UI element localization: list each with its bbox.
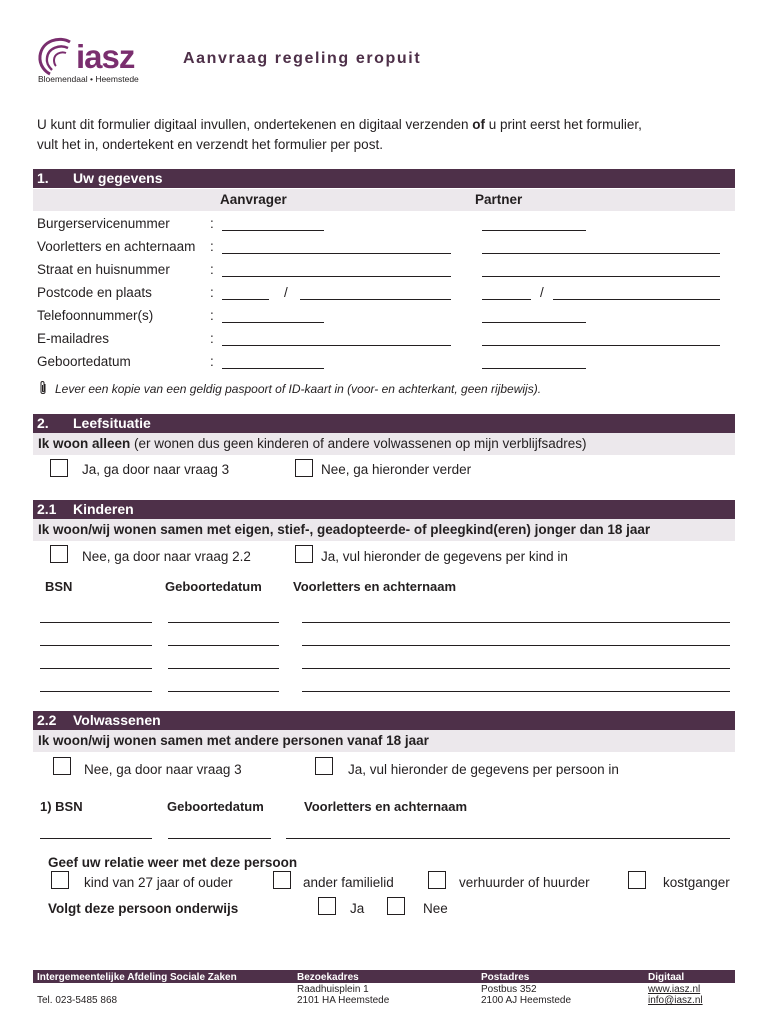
adult-dob-field[interactable]	[168, 838, 271, 839]
child-bsn-field[interactable]	[40, 645, 152, 646]
child-bsn-field[interactable]	[40, 691, 152, 692]
section22-question	[33, 730, 735, 752]
alone-yes-label: Ja, ga door naar vraag 3	[82, 462, 230, 477]
adult-bsn-field[interactable]	[40, 838, 152, 839]
children-col-bsn: BSN	[45, 579, 73, 594]
child-dob-field[interactable]	[168, 691, 279, 692]
partner-street-field[interactable]	[482, 276, 720, 277]
section1-number: 1.	[37, 170, 49, 186]
intro-line2: vult het in, ondertekent en verzendt het formulier per post.	[37, 137, 383, 152]
child-bsn-field[interactable]	[40, 622, 152, 623]
alone-yes-checkbox[interactable]	[50, 459, 68, 477]
field-bsn-label: Burgerservicenummer	[37, 216, 170, 231]
id-note: Lever een kopie van een geldig paspoort of ID-kaart in (voor- en achterkant, geen rijbewijs).	[55, 382, 542, 396]
field-postcode-label: Postcode en plaats	[37, 285, 152, 300]
col-applicant: Aanvrager	[220, 192, 287, 207]
child-name-field[interactable]	[302, 668, 730, 669]
colon: :	[210, 285, 214, 300]
field-phone-label: Telefoonnummer(s)	[37, 308, 154, 323]
logo-swoosh-icon	[36, 36, 80, 76]
relation-question: Geef uw relatie weer met deze persoon	[48, 855, 298, 870]
footer-post-box: Postbus 352	[481, 984, 537, 995]
applicant-email-field[interactable]	[222, 345, 451, 346]
adults-no-checkbox[interactable]	[53, 757, 71, 775]
rel-family-checkbox[interactable]	[273, 871, 291, 889]
applicant-phone-field[interactable]	[222, 322, 324, 323]
section21-header	[33, 500, 735, 519]
footer-tel: Tel. 023-5485 868	[37, 995, 118, 1006]
applicant-street-field[interactable]	[222, 276, 451, 277]
intro-part1: U kunt dit formulier digitaal invullen, ondertekenen en digitaal verzenden	[37, 117, 473, 132]
rel-landlord-label: verhuurder of huurder	[459, 875, 590, 890]
colon: :	[210, 239, 214, 254]
children-yes-label: Ja, vul hieronder de gegevens per kind in	[321, 549, 568, 564]
edu-yes-label: Ja	[350, 901, 365, 916]
intro-text	[37, 115, 737, 155]
colon: :	[210, 354, 214, 369]
applicant-bsn-field[interactable]	[222, 230, 324, 231]
child-name-field[interactable]	[302, 691, 730, 692]
logo-tagline: Bloemendaal • Heemstede	[38, 74, 139, 84]
partner-dob-field[interactable]	[482, 368, 586, 369]
section22-title: Volwassenen	[73, 712, 161, 728]
field-name-label: Voorletters en achternaam	[37, 239, 196, 254]
children-col-name: Voorletters en achternaam	[293, 579, 457, 594]
section21-title: Kinderen	[73, 501, 134, 517]
alone-no-label: Nee, ga hieronder verder	[321, 462, 472, 477]
rel-family-label: ander familielid	[303, 875, 394, 890]
field-dob-label: Geboortedatum	[37, 354, 131, 369]
section2-title: Leefsituatie	[73, 415, 151, 431]
partner-name-field[interactable]	[482, 253, 720, 254]
rel-lodger-label: kostganger	[663, 875, 730, 890]
child-dob-field[interactable]	[168, 622, 279, 623]
adults-yes-label: Ja, vul hieronder de gegevens per persoon in	[348, 762, 619, 777]
edu-no-label: Nee	[423, 901, 448, 916]
child-name-field[interactable]	[302, 622, 730, 623]
child-dob-field[interactable]	[168, 668, 279, 669]
colon: :	[210, 308, 214, 323]
section1-header	[33, 169, 735, 188]
child-name-field[interactable]	[302, 645, 730, 646]
partner-email-field[interactable]	[482, 345, 720, 346]
alone-no-checkbox[interactable]	[295, 459, 313, 477]
rel-child-label: kind van 27 jaar of ouder	[84, 875, 233, 890]
field-email-label: E-mailadres	[37, 331, 110, 346]
partner-phone-field[interactable]	[482, 322, 586, 323]
adults-yes-checkbox[interactable]	[315, 757, 333, 775]
partner-postcode-field[interactable]	[482, 299, 531, 300]
slash: /	[284, 285, 288, 300]
footer-mail-link[interactable]: info@iasz.nl	[648, 995, 703, 1006]
adults-col-dob: Geboortedatum	[167, 799, 264, 814]
rel-lodger-checkbox[interactable]	[628, 871, 646, 889]
logo	[36, 36, 151, 86]
field-street-label: Straat en huisnummer	[37, 262, 170, 277]
adult-name-field[interactable]	[286, 838, 730, 839]
partner-bsn-field[interactable]	[482, 230, 586, 231]
col-partner: Partner	[475, 192, 523, 207]
section2-question-bold: Ik woon alleen	[38, 436, 131, 451]
children-no-checkbox[interactable]	[50, 545, 68, 563]
footer-visit-heading: Bezoekadres	[297, 972, 359, 983]
child-bsn-field[interactable]	[40, 668, 152, 669]
colon: :	[210, 262, 214, 277]
applicant-postcode-field[interactable]	[222, 299, 269, 300]
applicant-dob-field[interactable]	[222, 368, 324, 369]
children-no-label: Nee, ga door naar vraag 2.2	[82, 549, 251, 564]
rel-landlord-checkbox[interactable]	[428, 871, 446, 889]
applicant-city-field[interactable]	[300, 299, 451, 300]
section21-question	[33, 519, 735, 541]
section21-number: 2.1	[37, 501, 57, 517]
footer-visit-city: 2101 HA Heemstede	[297, 995, 390, 1006]
adults-col-name: Voorletters en achternaam	[304, 799, 468, 814]
slash: /	[540, 285, 544, 300]
section22-question-text: Ik woon/wij wonen samen met andere personen vanaf 18 jaar	[38, 733, 429, 748]
footer-digital-heading: Digitaal	[648, 972, 685, 983]
colon: :	[210, 216, 214, 231]
footer-org: Intergemeentelijke Afdeling Sociale Zaken	[37, 972, 237, 983]
section2-number: 2.	[37, 415, 49, 431]
edu-yes-checkbox[interactable]	[318, 897, 336, 915]
child-dob-field[interactable]	[168, 645, 279, 646]
section2-question	[33, 433, 735, 455]
footer-post-heading: Postadres	[481, 972, 530, 983]
footer-post-city: 2100 AJ Heemstede	[481, 995, 572, 1006]
paperclip-icon	[38, 380, 48, 396]
applicant-name-field[interactable]	[222, 253, 451, 254]
adults-col-bsn: 1) BSN	[40, 799, 83, 814]
partner-city-field[interactable]	[553, 299, 720, 300]
page-title: Aanvraag regeling eropuit	[183, 50, 422, 67]
footer-visit-street: Raadhuisplein 1	[297, 984, 369, 995]
section1-title: Uw gegevens	[73, 170, 163, 186]
rel-child-checkbox[interactable]	[51, 871, 69, 889]
section21-question-text: Ik woon/wij wonen samen met eigen, stief-, geadopteerde- of pleegkind(eren) jonger dan 18 jaar	[38, 522, 651, 537]
footer-web-link[interactable]: www.iasz.nl	[648, 984, 701, 995]
section2-header	[33, 414, 735, 433]
edu-no-checkbox[interactable]	[387, 897, 405, 915]
section1-colheads	[33, 189, 735, 211]
logo-wordmark: iasz	[76, 38, 135, 75]
colon: :	[210, 331, 214, 346]
section22-header	[33, 711, 735, 730]
section22-number: 2.2	[37, 712, 57, 728]
children-col-dob: Geboortedatum	[165, 579, 262, 594]
adults-no-label: Nee, ga door naar vraag 3	[84, 762, 242, 777]
section2-question-rest: (er wonen dus geen kinderen of andere volwassenen op mijn verblijfsadres)	[130, 436, 587, 451]
intro-part2: u print eerst het formulier,	[485, 117, 642, 132]
education-question: Volgt deze persoon onderwijs	[48, 901, 239, 916]
children-yes-checkbox[interactable]	[295, 545, 313, 563]
intro-bold: of	[472, 117, 486, 132]
